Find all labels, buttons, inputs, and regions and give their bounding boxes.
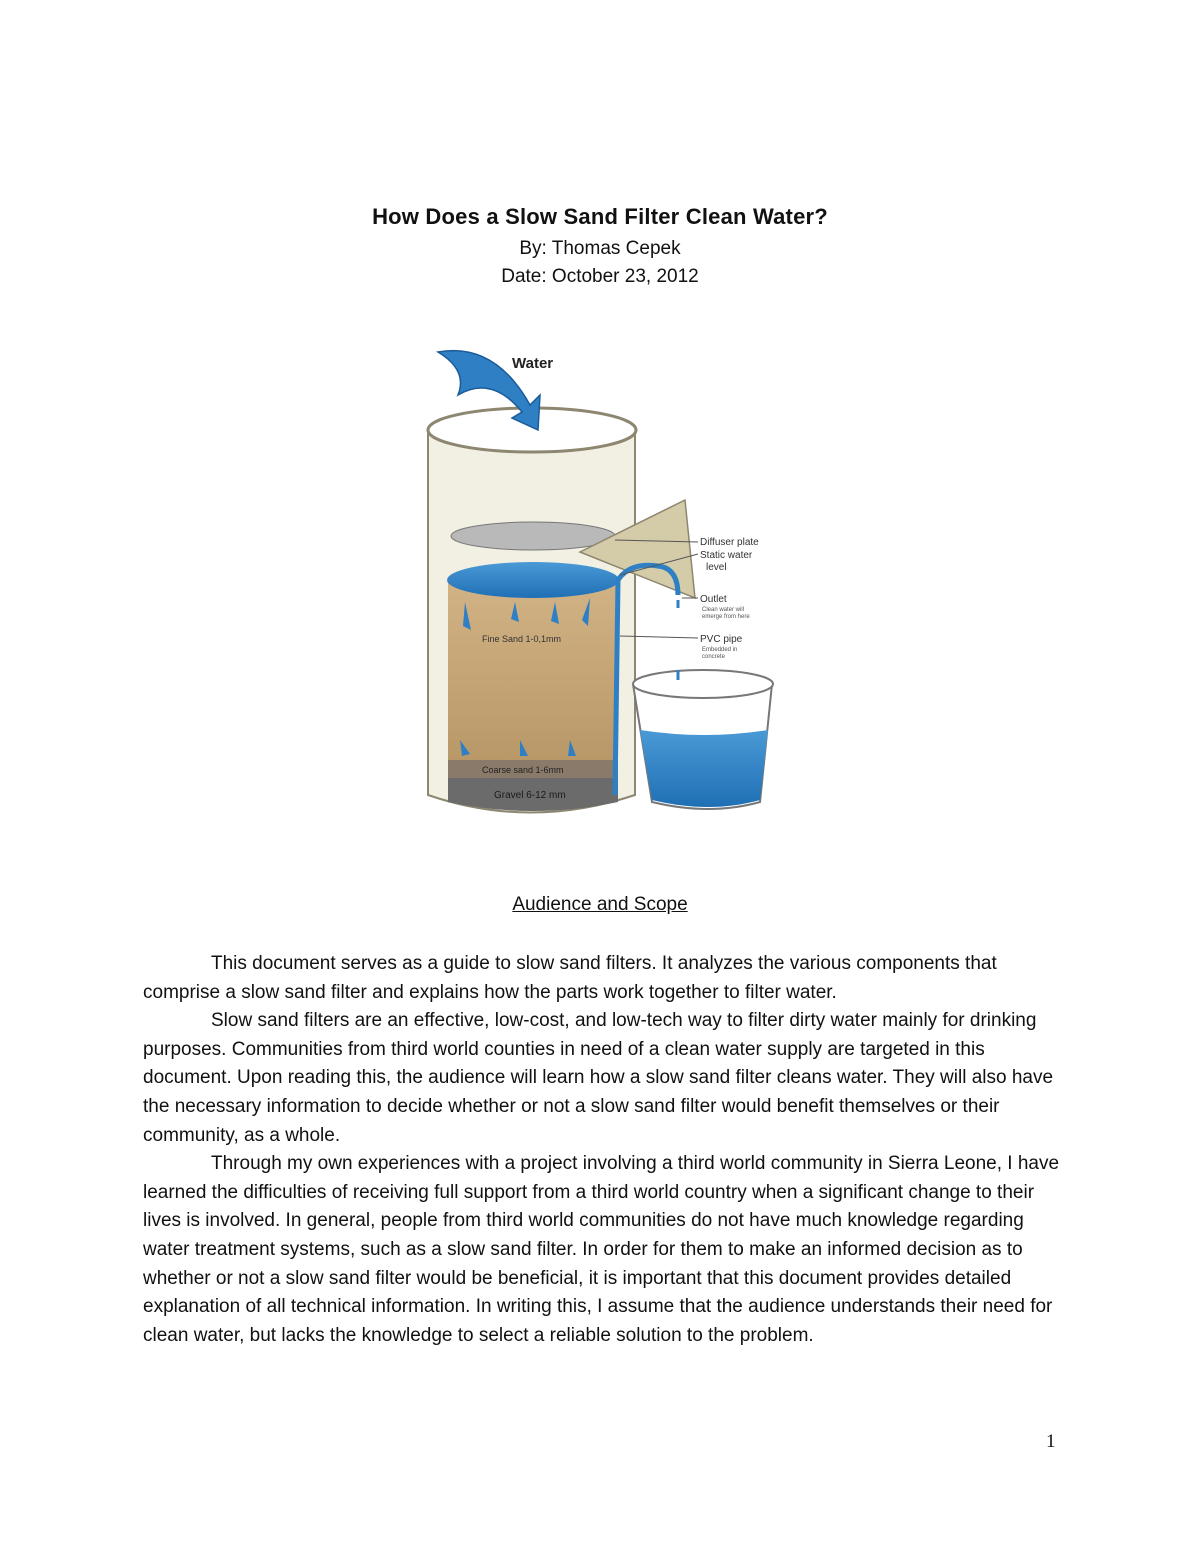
paragraph: Slow sand filters are an effective, low-cost, and low-tech way to filter dirty water mainly for drinking purposes. Communities from third world counties in need of a clean water supply are targeted in this document. Upon reading this, the audience will learn how a slow sand filter cleans water. They will also have the necessary information to decide whether or not a slow sand filter would benefit themselves or their community, as a whole. (143, 1010, 1054, 1146)
static-water-surface (447, 562, 619, 598)
date-line: Date: October 23, 2012 (501, 266, 699, 287)
outlet-note-1: Clean water will (702, 607, 745, 613)
pvc-label: PVC pipe (700, 634, 743, 645)
fine-sand-label: Fine Sand 1-0,1mm (482, 634, 562, 644)
body-text (143, 950, 1063, 1350)
pvc-note-1: Embedded in (702, 647, 738, 653)
collection-cup (633, 670, 773, 809)
water-label: Water (512, 355, 554, 372)
section-heading: Audience and Scope (512, 894, 688, 915)
document-title: How Does a Slow Sand Filter Clean Water? (372, 204, 828, 229)
pvc-note-2: concrete (702, 654, 726, 660)
static-label-1: Static water (700, 550, 753, 561)
outlet-label: Outlet (700, 594, 727, 605)
paragraph: Through my own experiences with a project involving a third world community in Sierra Leone, I have learned the difficulties of receiving full support from a third world country when a significant change to their lives is involved. In general, people from third world communities do not have much knowledge regarding water treatment systems, such as a slow sand filter. In order for them to make an informed decision as to whether or not a slow sand filter would be beneficial, it is important that this document provides detailed explanation of all technical information. In writing this, I assume that the audience understands their need for clean water, but lacks the knowledge to select a reliable solution to the problem. (143, 1153, 1060, 1346)
static-label-2: level (706, 562, 727, 573)
paragraph: This document serves as a guide to slow sand filters. It analyzes the various components that comprise a slow sand filter and explains how the parts work together to filter water. (143, 953, 997, 1003)
diffuser-plate (451, 522, 615, 550)
diffuser-label: Diffuser plate (700, 537, 759, 548)
filter-container (428, 408, 636, 813)
coarse-sand-label: Coarse sand 1-6mm (482, 765, 564, 775)
outlet-note-2: emerge from here (702, 614, 750, 620)
fine-sand-layer (448, 580, 618, 760)
slow-sand-filter-diagram (420, 340, 790, 840)
page-number: 1 (1046, 1431, 1056, 1452)
gravel-label: Gravel 6-12 mm (494, 790, 566, 801)
author-line: By: Thomas Cepek (519, 238, 681, 259)
